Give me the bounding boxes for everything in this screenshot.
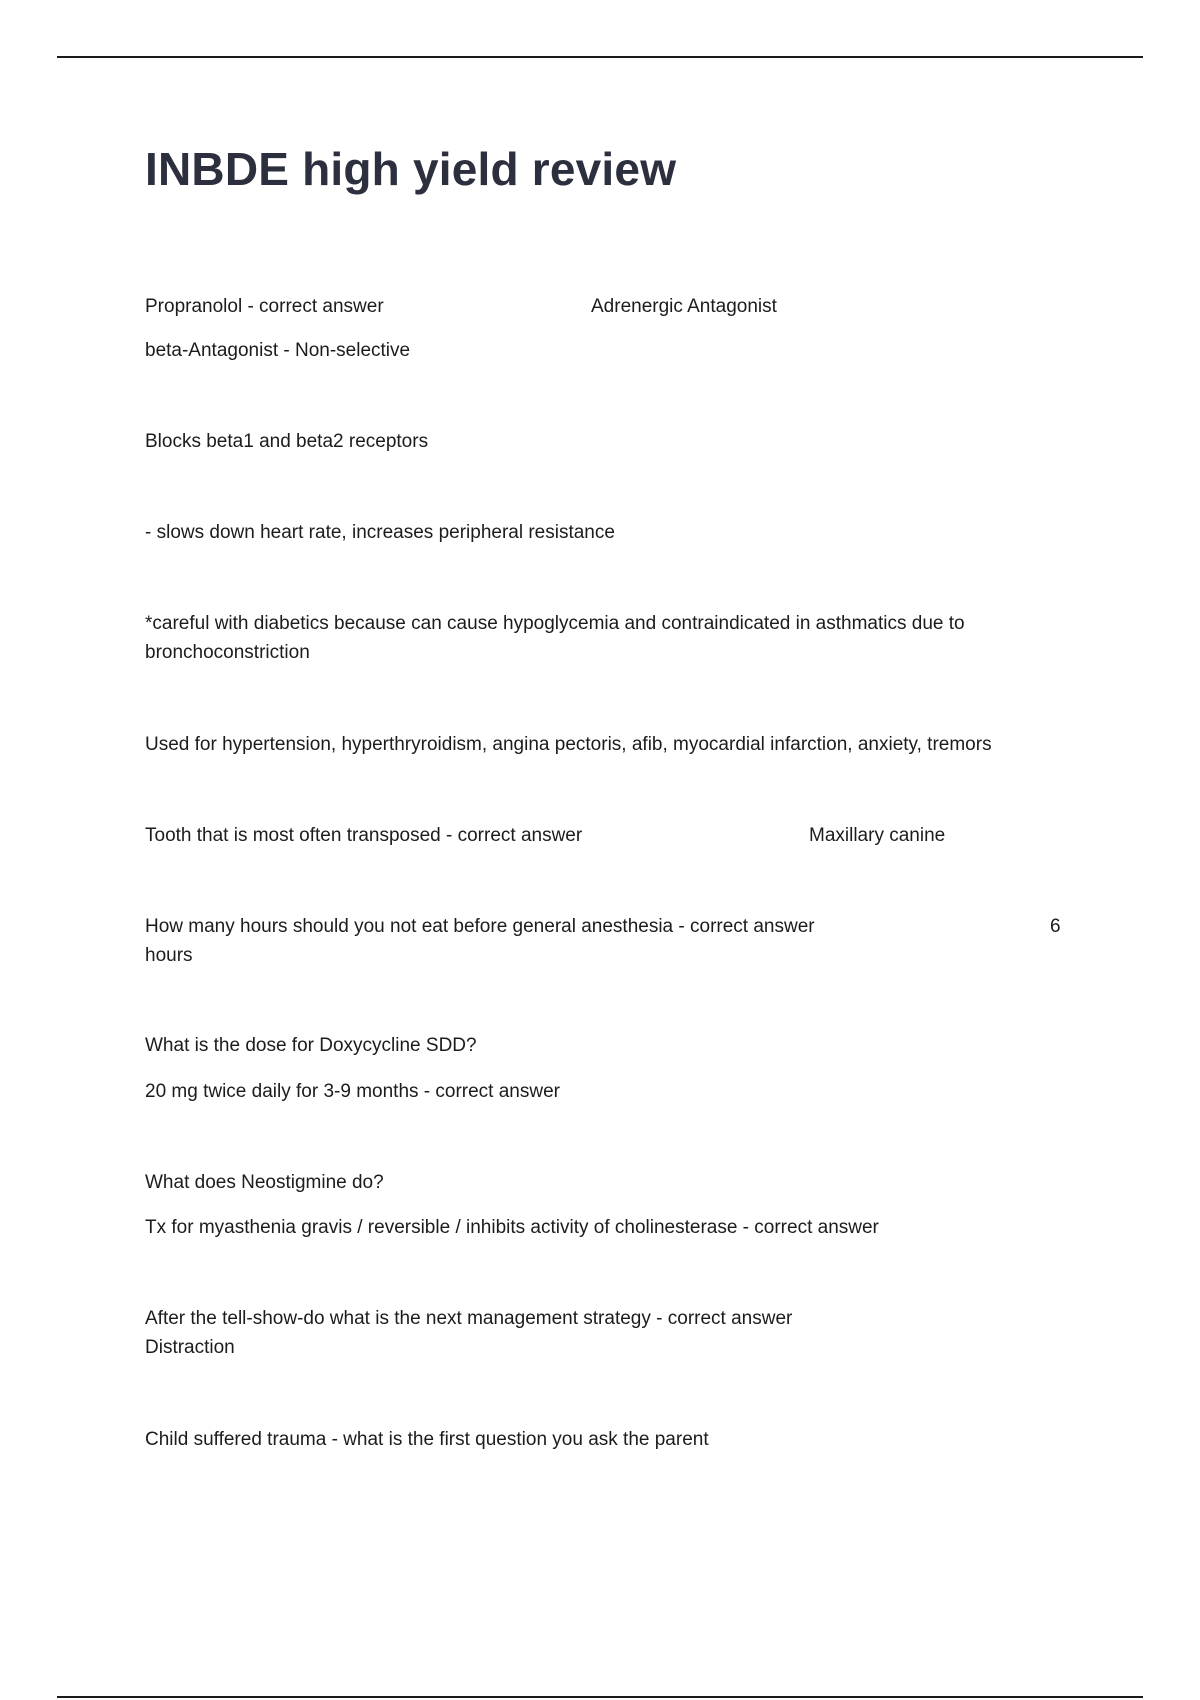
doxycycline-answer: 20 mg twice daily for 3-9 months - correct answer <box>145 1081 560 1102</box>
tell-show-do-question: After the tell-show-do what is the next management strategy - correct answer <box>145 1308 793 1329</box>
propranolol-line-6: Used for hypertension, hyperthryroidism, angina pectoris, afib, myocardial infarction, anxiety, tremors <box>145 734 992 755</box>
propranolol-line-3: Blocks beta1 and beta2 receptors <box>145 431 429 452</box>
page-title: INBDE high yield review <box>145 143 677 195</box>
trauma-question: Child suffered trauma - what is the first question you ask the parent <box>145 1429 709 1450</box>
propranolol-answer: Adrenergic Antagonist <box>591 296 777 317</box>
anesthesia-question: How many hours should you not eat before general anesthesia - correct answer <box>145 916 815 937</box>
anesthesia-answer-number: 6 <box>1050 916 1061 937</box>
transposed-question: Tooth that is most often transposed - correct answer <box>145 825 583 846</box>
tell-show-do-answer: Distraction <box>145 1337 235 1358</box>
neostigmine-answer: Tx for myasthenia gravis / reversible / inhibits activity of cholinesterase - correct answer <box>145 1217 879 1238</box>
neostigmine-question: What does Neostigmine do? <box>145 1172 384 1193</box>
bottom-rule <box>57 1696 1143 1698</box>
propranolol-question: Propranolol - correct answer <box>145 296 384 317</box>
propranolol-line-5: *careful with diabetics because can cause hypoglycemia and contraindicated in asthmatics due to bronchoconstriction <box>145 613 965 663</box>
top-rule <box>57 56 1143 58</box>
propranolol-line-4: - slows down heart rate, increases peripheral resistance <box>145 522 615 543</box>
propranolol-line-2: beta-Antagonist - Non-selective <box>145 340 411 361</box>
transposed-answer: Maxillary canine <box>809 825 946 846</box>
doxycycline-question: What is the dose for Doxycycline SDD? <box>145 1035 477 1056</box>
anesthesia-answer-unit: hours <box>145 945 193 966</box>
